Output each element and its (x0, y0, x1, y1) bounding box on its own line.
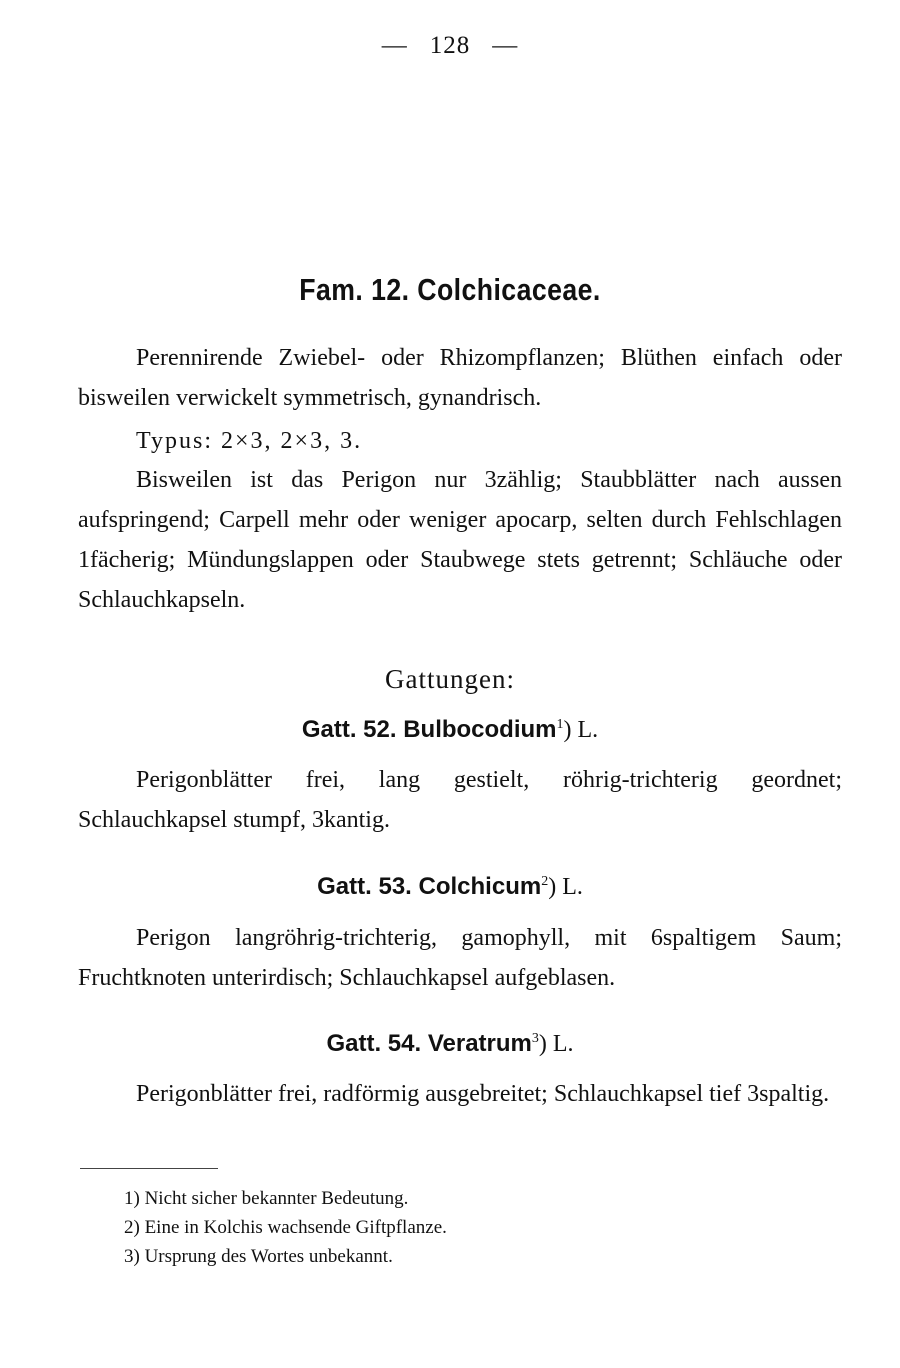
details-paragraph (78, 460, 842, 620)
genus-description-bulbocodium (78, 760, 842, 840)
footnote-ref: 2 (541, 874, 549, 889)
genus-heading-veratrum (0, 1030, 900, 1058)
footnote-1: 1) Nicht sicher bekannter Bedeutung. (124, 1188, 409, 1209)
page-number-dash-right: — (492, 32, 519, 59)
footnote-divider (80, 1168, 218, 1169)
page-number-value: 128 (429, 32, 471, 59)
footnote-2: 2) Eine in Kolchis wachsende Giftpflanze. (124, 1217, 447, 1238)
genus-heading-bulbocodium (0, 716, 900, 744)
genus-label: Gatt. 54. Veratrum (326, 1030, 532, 1057)
genus-description-text: Perigon langröhrig-trichterig, gamophyll, mit 6spaltigem Saum; Fruchtknoten unterirdisch; Schlauchkapsel aufgeblasen. (78, 925, 842, 991)
typus-text: Typus: 2×3, 2×3, 3. (136, 428, 363, 454)
genus-label: Gatt. 52. Bulbocodium (301, 716, 557, 743)
genus-description-text: Perigonblätter frei, lang gestielt, röhrig-trichterig geordnet; Schlauchkapsel stumpf, 3kantig. (78, 767, 842, 833)
page-number (0, 32, 900, 60)
footnotes (124, 1184, 824, 1271)
footnote-ref: 3 (531, 1031, 539, 1046)
page-number-dash-left: — (381, 32, 408, 59)
genera-heading: Gattungen: (385, 664, 515, 694)
genus-description-text: Perigonblätter frei, radförmig ausgebreitet; Schlauchkapsel tief 3spaltig. (136, 1081, 830, 1107)
intro-paragraph (78, 338, 842, 418)
genus-author: ) L. (548, 874, 583, 900)
family-title: Fam. 12. Colchicaceae. (299, 272, 601, 307)
intro-text: Perennirende Zwiebel- oder Rhizompflanzen; Blüthen einfach oder bisweilen verwickelt symmetrisch, gynandrisch. (78, 345, 842, 411)
genus-label: Gatt. 53. Colchicum (317, 873, 542, 900)
footnote-3: 3) Ursprung des Wortes unbekannt. (124, 1246, 393, 1267)
genus-description-veratrum (78, 1074, 842, 1114)
typus-paragraph (78, 421, 842, 461)
genus-author: ) L. (563, 717, 599, 743)
genus-heading-colchicum (0, 873, 900, 901)
details-text: Bisweilen ist das Perigon nur 3zählig; Staubblätter nach aussen aufspringend; Carpell mehr oder weniger apocarp, selten durch Fehlschlagen 1fächerig; Mündungslappen oder Staubwege stets getrennt; Schläuche oder Schlauchkapseln. (78, 467, 842, 613)
footnote-ref: 1 (556, 717, 564, 732)
genus-description-colchicum (78, 918, 842, 998)
genus-author: ) L. (538, 1031, 574, 1057)
